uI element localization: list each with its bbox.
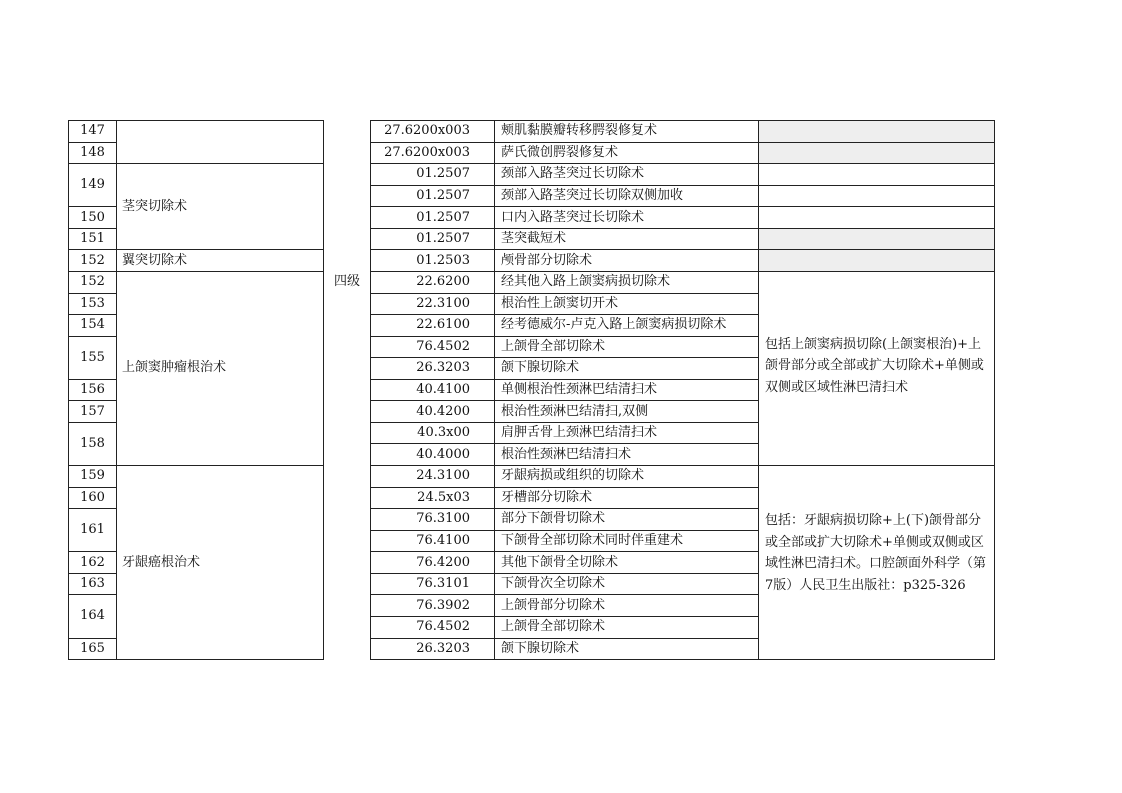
table-row [69, 250, 995, 272]
note-empty [759, 185, 995, 207]
procedure-name: 颌下腺切除术 [495, 358, 759, 380]
table-row [69, 466, 995, 488]
note-cell: 包括：牙龈病损切除+上(下)颌骨部分或全部或扩大切除术+单侧或双侧或区域性淋巴清扫术。口腔颌面外科学（第7版）人民卫生出版社：p325-326 [759, 466, 995, 660]
note-empty [759, 142, 995, 164]
code-cell: 01.2507 [371, 185, 495, 207]
note-empty [759, 250, 995, 272]
row-number: 161 [69, 509, 117, 552]
code-cell: 22.6100 [371, 315, 495, 337]
table-row [69, 271, 995, 293]
group-name-empty [117, 121, 324, 164]
table-row [69, 121, 995, 143]
table-row [69, 164, 995, 186]
procedure-name: 根治性颈淋巴结清扫术 [495, 444, 759, 466]
group-name: 上颌窦肿瘤根治术 [117, 271, 324, 465]
code-cell: 40.4000 [371, 444, 495, 466]
code-cell: 76.4502 [371, 616, 495, 638]
row-number: 158 [69, 422, 117, 465]
code-cell: 76.3100 [371, 509, 495, 531]
code-cell: 40.3x00 [371, 422, 495, 444]
group-name: 翼突切除术 [117, 250, 324, 272]
level-label: 四级 [333, 273, 360, 289]
procedure-name: 其他下颌骨全切除术 [495, 552, 759, 574]
row-number: 152 [69, 271, 117, 293]
procedure-name: 牙龈病损或组织的切除术 [495, 466, 759, 488]
note-empty [759, 228, 995, 250]
procedure-name: 肩胛舌骨上颈淋巴结清扫术 [495, 422, 759, 444]
group-name: 茎突切除术 [117, 164, 324, 250]
code-cell: 26.3203 [371, 358, 495, 380]
code-cell: 76.4200 [371, 552, 495, 574]
row-number: 165 [69, 638, 117, 660]
procedure-name: 上颌骨全部切除术 [495, 336, 759, 358]
procedure-name: 经考德威尔-卢克入路上颌窦病损切除术 [495, 315, 759, 337]
code-cell: 40.4100 [371, 379, 495, 401]
note-empty [759, 207, 995, 229]
procedure-name: 颊肌黏膜瓣转移腭裂修复术 [495, 121, 759, 143]
row-number: 149 [69, 164, 117, 207]
row-number: 156 [69, 379, 117, 401]
procedure-name: 单侧根治性颈淋巴结清扫术 [495, 379, 759, 401]
code-cell: 27.6200x003 [371, 121, 495, 143]
code-cell: 01.2503 [371, 250, 495, 272]
code-cell: 26.3203 [371, 638, 495, 660]
procedure-name: 上颌骨部分切除术 [495, 595, 759, 617]
note-empty [759, 121, 995, 143]
procedure-table [68, 120, 995, 660]
procedure-name: 颅骨部分切除术 [495, 250, 759, 272]
code-cell: 24.3100 [371, 466, 495, 488]
procedure-name: 根治性上颌窦切开术 [495, 293, 759, 315]
procedure-name: 茎突截短术 [495, 228, 759, 250]
procedure-name: 根治性颈淋巴结清扫,双侧 [495, 401, 759, 423]
procedure-name: 经其他入路上颌窦病损切除术 [495, 271, 759, 293]
row-number: 160 [69, 487, 117, 509]
level-cell [324, 121, 371, 660]
row-number: 155 [69, 336, 117, 379]
code-cell: 27.6200x003 [371, 142, 495, 164]
row-number: 153 [69, 293, 117, 315]
procedure-name: 萨氏微创腭裂修复术 [495, 142, 759, 164]
group-name: 牙龈癌根治术 [117, 466, 324, 660]
row-number: 163 [69, 573, 117, 595]
procedure-name: 颈部入路茎突过长切除术 [495, 164, 759, 186]
procedure-name: 部分下颌骨切除术 [495, 509, 759, 531]
procedure-name: 颌下腺切除术 [495, 638, 759, 660]
note-cell: 包括上颌窦病损切除(上颌窦根治)+上颌骨部分或全部或扩大切除术+单侧或双侧或区域性淋巴清扫术 [759, 271, 995, 465]
code-cell: 01.2507 [371, 164, 495, 186]
code-cell: 24.5x03 [371, 487, 495, 509]
procedure-name: 上颌骨全部切除术 [495, 616, 759, 638]
row-number: 162 [69, 552, 117, 574]
procedure-name: 下颌骨全部切除术同时伴重建术 [495, 530, 759, 552]
code-cell: 22.3100 [371, 293, 495, 315]
row-number: 152 [69, 250, 117, 272]
code-cell: 01.2507 [371, 228, 495, 250]
procedure-name: 下颌骨次全切除术 [495, 573, 759, 595]
procedure-name: 牙槽部分切除术 [495, 487, 759, 509]
row-number: 164 [69, 595, 117, 638]
code-cell: 76.4100 [371, 530, 495, 552]
row-number: 154 [69, 315, 117, 337]
code-cell: 76.3101 [371, 573, 495, 595]
code-cell: 01.2507 [371, 207, 495, 229]
code-cell: 22.6200 [371, 271, 495, 293]
row-number: 151 [69, 228, 117, 250]
row-number: 150 [69, 207, 117, 229]
procedure-name: 口内入路茎突过长切除术 [495, 207, 759, 229]
row-number: 157 [69, 401, 117, 423]
code-cell: 76.3902 [371, 595, 495, 617]
note-empty [759, 164, 995, 186]
row-number: 159 [69, 466, 117, 488]
row-number: 148 [69, 142, 117, 164]
procedure-name: 颈部入路茎突过长切除双侧加收 [495, 185, 759, 207]
code-cell: 40.4200 [371, 401, 495, 423]
code-cell: 76.4502 [371, 336, 495, 358]
row-number: 147 [69, 121, 117, 143]
